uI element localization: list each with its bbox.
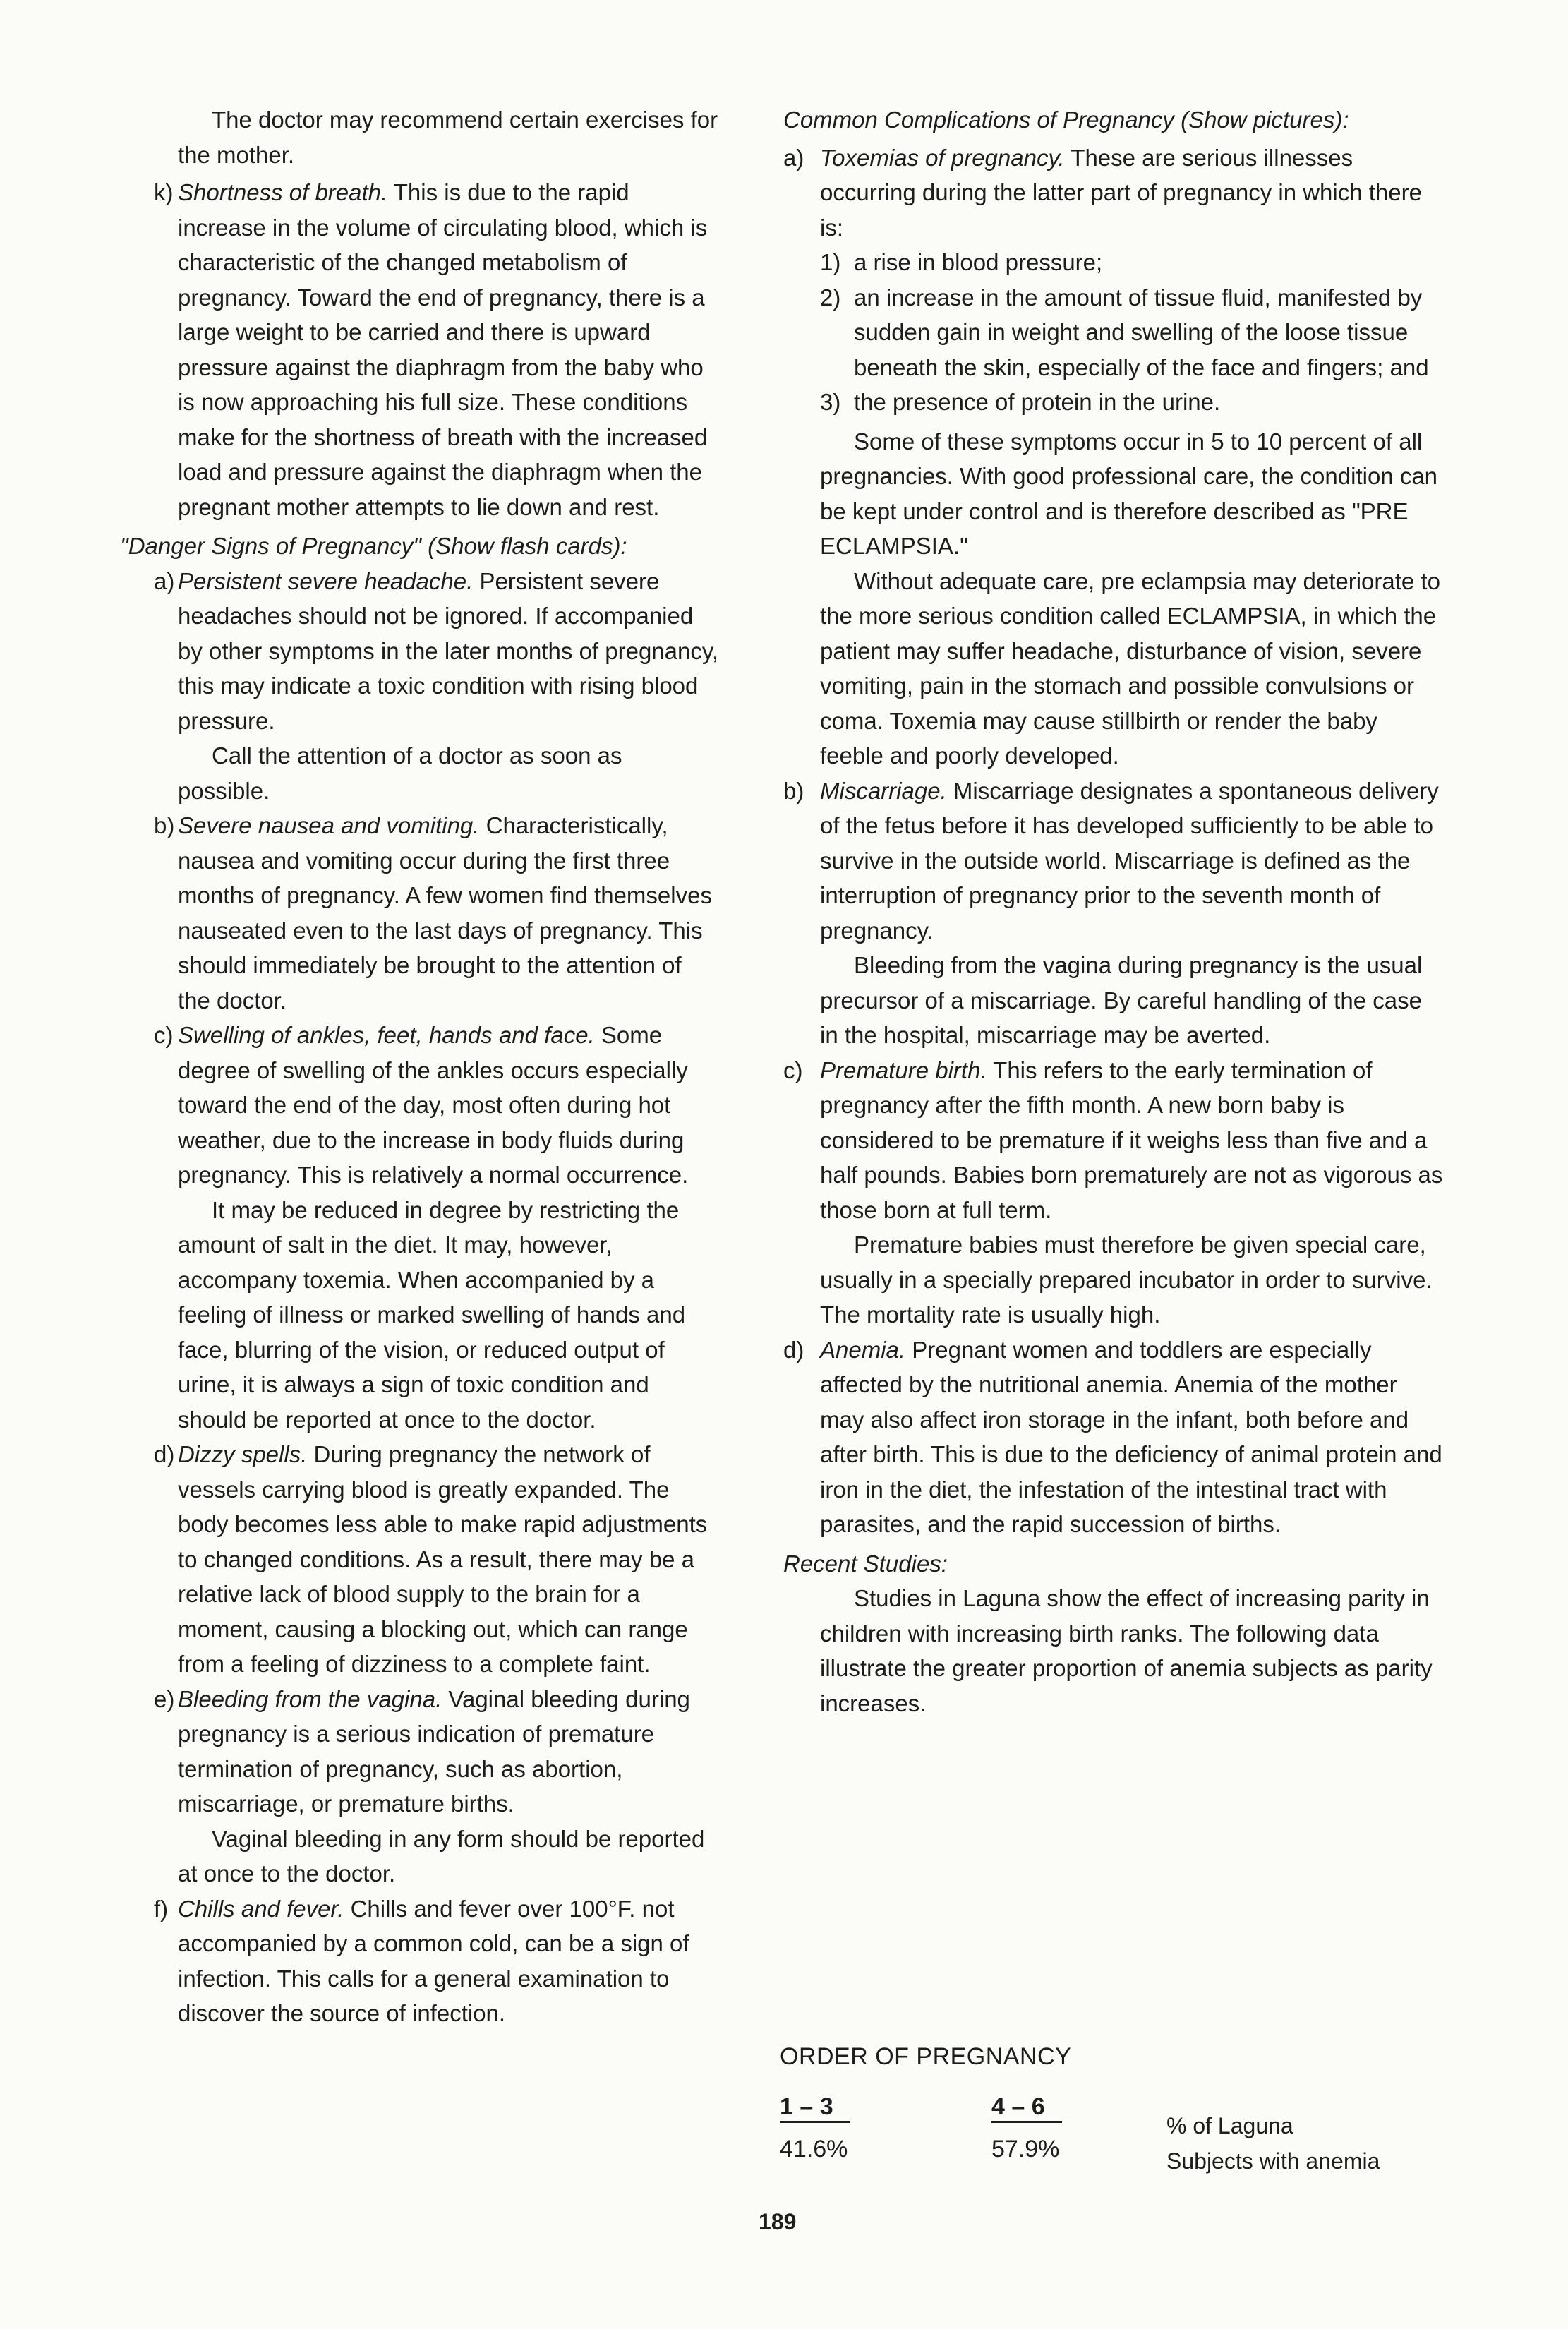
table-caption-line: Subjects with anemia — [1166, 2148, 1380, 2174]
intro-paragraph: The doctor may recommend certain exercises for the mother. — [178, 107, 718, 168]
danger-item-chills-fever — [120, 1891, 720, 2031]
item-extra-paragraph: Vaginal bleeding in any form should be reported at once to the doctor. — [178, 1825, 705, 1886]
page-number: 189 — [759, 2209, 797, 2234]
item-title: Persistent severe headache. — [178, 567, 474, 594]
item-title: Chills and fever. — [178, 1895, 344, 1922]
complication-item-anemia — [783, 1332, 1443, 1542]
item-title: Miscarriage. — [820, 777, 947, 804]
subitem-text: an increase in the amount of tissue fluid, manifested by sudden gain in weight and swelling of the loose tissue beneath the skin, especially of the face and fingers; and — [854, 284, 1429, 380]
toxemia-subitem — [783, 385, 1443, 420]
item-body: During pregnancy the network of vessels carrying blood is greatly expanded. The body becomes less able to make rapid adjustments to changed conditions. As a result, there may be a relative lack of blood supply to the brain for a moment, causing a blocking out, which can range from a feeling of dizziness to a complete faint. — [178, 1441, 708, 1677]
item-body: Characteristically, nausea and vomiting occur during the first three months of pregnancy. A few women find themselves nauseated even to the last days of pregnancy. This should immediately be brought to the attention of the doctor. — [178, 812, 712, 1013]
subitem-marker: 3) — [820, 389, 841, 415]
item-title: Dizzy spells. — [178, 1441, 308, 1467]
item-shortness-of-breath — [120, 175, 720, 524]
item-marker: c) — [783, 1057, 803, 1083]
subitem-marker: 2) — [820, 284, 841, 311]
item-title: Bleeding from the vagina. — [178, 1685, 442, 1712]
item-title: Shortness of breath. — [178, 179, 388, 205]
toxemia-paragraph: Some of these symptoms occur in 5 to 10 percent of all pregnancies. With good professional care, the condition can be kept under control and is therefore described as "PRE ECLAMPSIA." — [820, 428, 1438, 559]
item-marker: c) — [154, 1022, 174, 1048]
recent-studies-heading: Recent Studies: — [783, 1550, 948, 1577]
danger-item-nausea — [120, 808, 720, 1018]
item-body: Persistent severe headaches should not be ignored. If accompanied by other symptoms in the later months of pregnancy, this may indicate a toxic condition with rising blood pressure. — [178, 567, 719, 734]
item-body: Some degree of swelling of the ankles occurs especially toward the end of the day, most often during hot weather, due to the increase in body fluids during pregnancy. This is relatively a normal occurrence. — [178, 1022, 689, 1188]
item-marker: d) — [783, 1336, 804, 1363]
item-title: Swelling of ankles, feet, hands and face. — [178, 1022, 595, 1048]
item-marker: e) — [154, 1685, 175, 1712]
table-caption — [1166, 2108, 1380, 2179]
table-header-4-6: 4 – 6 — [991, 2093, 1062, 2123]
item-body: This is due to the rapid increase in the volume of circulating blood, which is characteristic of the changed metabolism of pregnancy. Toward the end of pregnancy, there is a large weight to be carried and there is upward pressure against the diaphragm from the baby who is now approaching his full size. These conditions make for the shortness of breath with the increased load and pressure against the diaphragm when the pregnant mother attempts to lie down and rest. — [178, 179, 708, 520]
toxemia-paragraph: Without adequate care, pre eclampsia may deteriorate to the more serious condition called ECLAMPSIA, in which the patient may suffer headache, disturbance of vision, severe vomiting, pain in the stomach and possible convulsions or coma. Toxemia may cause stillbirth or render the baby feeble and poorly developed. — [820, 567, 1440, 769]
danger-item-dizzy-spells — [120, 1437, 720, 1682]
left-column — [120, 102, 720, 2031]
table-title: ORDER OF PREGNANCY — [780, 2043, 1072, 2070]
item-body: This refers to the early termination of pregnancy after the fifth month. A new born baby is considered to be premature if it weighs less than five and a half pounds. Babies born prematurely are not as vigorous as those born at full term. — [820, 1057, 1443, 1223]
complication-item-miscarriage — [783, 774, 1443, 949]
danger-item-swelling — [120, 1018, 720, 1193]
item-body: These are serious illnesses occurring during the latter part of pregnancy in which there is: — [820, 144, 1422, 241]
subitem-text: the presence of protein in the urine. — [854, 389, 1221, 415]
item-extra-paragraph: Bleeding from the vagina during pregnancy is the usual precursor of a miscarriage. By careful handling of the case in the hospital, miscarriage may be averted. — [820, 952, 1423, 1048]
item-title: Premature birth. — [820, 1057, 987, 1083]
item-marker: a) — [154, 567, 175, 594]
complications-heading: Common Complications of Pregnancy (Show pictures): — [783, 107, 1349, 133]
complication-item-toxemia — [783, 140, 1443, 246]
pregnancy-order-table — [780, 2043, 1457, 2174]
item-title: Toxemias of pregnancy. — [820, 144, 1065, 171]
item-extra-paragraph: It may be reduced in degree by restricting the amount of salt in the diet. It may, however, accompany toxemia. When accompanied by a feeling of illness or marked swelling of hands and face, blurring of the vision, or reduced output of urine, it is always a sign of toxic condition and should be reported at once to the doctor. — [178, 1196, 686, 1433]
danger-item-headache — [120, 564, 720, 739]
item-extra-paragraph: Call the attention of a doctor as soon as possible. — [178, 742, 622, 804]
toxemia-subitem — [783, 280, 1443, 385]
item-title: Anemia. — [820, 1336, 906, 1363]
item-marker: b) — [154, 812, 175, 838]
item-marker: d) — [154, 1441, 175, 1467]
item-title: Severe nausea and vomiting. — [178, 812, 480, 838]
item-body: Chills and fever over 100°F. not accompanied by a common cold, can be a sign of infection. This calls for a general examination to discover the source of infection. — [178, 1895, 689, 2026]
danger-item-bleeding — [120, 1682, 720, 1822]
table-value-4-6: 57.9% — [991, 2136, 1060, 2162]
recent-studies-paragraph: Studies in Laguna show the effect of increasing parity in children with increasing birth ranks. The following data illustrate the greater proportion of anemia subjects as parity increases. — [820, 1585, 1433, 1716]
table-caption-line: % of Laguna — [1166, 2113, 1293, 2138]
subitem-marker: 1) — [820, 249, 841, 275]
danger-signs-heading: "Danger Signs of Pregnancy" (Show flash cards): — [120, 533, 627, 559]
toxemia-subitem — [783, 245, 1443, 280]
item-body: Vaginal bleeding during pregnancy is a serious indication of premature termination of pregnancy, such as abortion, miscarriage, or premature births. — [178, 1685, 690, 1817]
item-body: Pregnant women and toddlers are especially affected by the nutritional anemia. Anemia of the mother may also affect iron storage in the infant, both before and after birth. This is due to the deficiency of animal protein and iron in the diet, the infestation of the intestinal tract with parasites, and the rapid succession of births. — [820, 1336, 1442, 1537]
item-marker: k) — [154, 179, 174, 205]
table-value-1-3: 41.6% — [780, 2136, 848, 2162]
item-marker: b) — [783, 777, 804, 804]
right-column — [783, 102, 1443, 1721]
table-header-1-3: 1 – 3 — [780, 2093, 850, 2123]
item-body: Miscarriage designates a spontaneous delivery of the fetus before it has developed sufficiently to be able to survive in the outside world. Miscarriage is defined as the interruption of pregnancy prior to the seventh month of pregnancy. — [820, 777, 1439, 944]
item-marker: a) — [783, 144, 804, 171]
item-marker: f) — [154, 1895, 169, 1922]
item-extra-paragraph: Premature babies must therefore be given special care, usually in a specially prepared incubator in order to survive. The mortality rate is usually high. — [820, 1232, 1433, 1328]
subitem-text: a rise in blood pressure; — [854, 249, 1103, 275]
complication-item-premature-birth — [783, 1053, 1443, 1228]
